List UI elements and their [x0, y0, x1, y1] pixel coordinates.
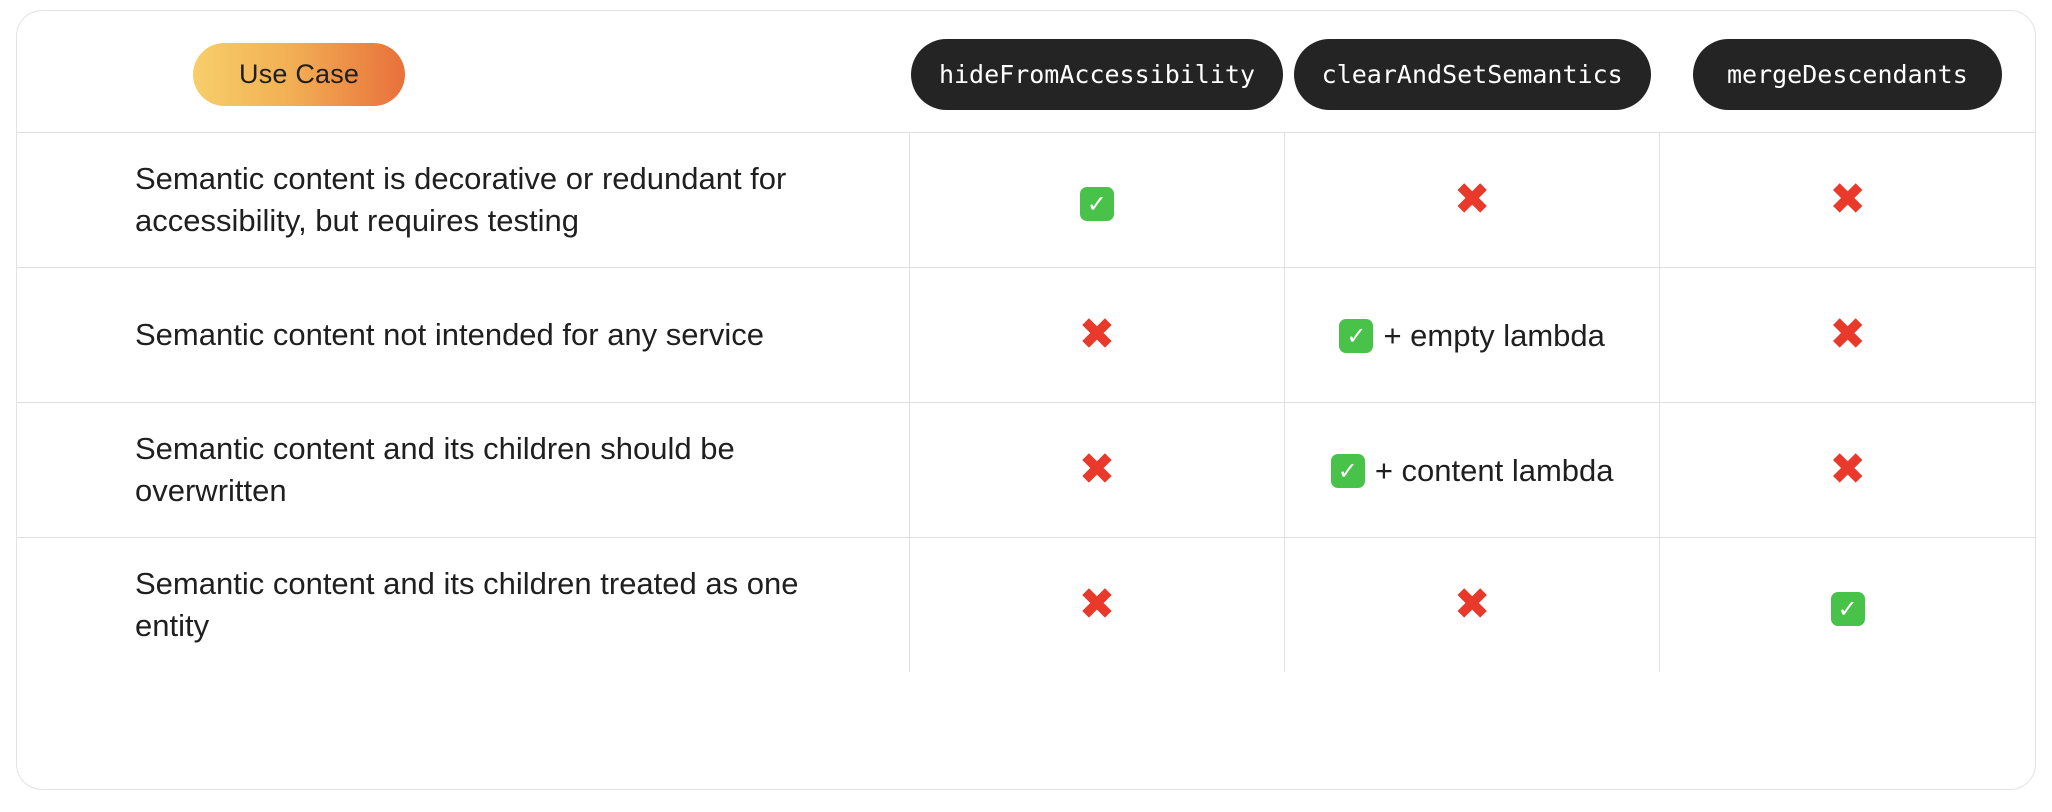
cell-hide-from-accessibility: [909, 133, 1284, 268]
cross-icon: ✖: [1453, 174, 1491, 226]
cell-clear-and-set-semantics: [1285, 268, 1660, 403]
cross-icon: ✖: [1453, 579, 1491, 631]
cross-icon: ✖: [1078, 579, 1116, 631]
code-pill-merge-descendants: mergeDescendants: [1693, 39, 2002, 110]
table-header: [17, 11, 2035, 133]
cross-icon: ✖: [1078, 309, 1116, 361]
cell-clear-and-set-semantics: [1285, 538, 1660, 673]
cross-icon: ✖: [1078, 444, 1116, 496]
cell-clear-and-set-semantics: [1285, 403, 1660, 538]
table-row: [17, 268, 2035, 403]
cell-merge-descendants: [1660, 538, 2035, 673]
comparison-card: [16, 10, 2036, 790]
cell-merge-descendants: [1660, 133, 2035, 268]
cell-hide-from-accessibility: [909, 538, 1284, 673]
check-icon: ✓: [1080, 187, 1114, 221]
check-icon: ✓: [1831, 592, 1865, 626]
check-with-note: [1339, 318, 1604, 354]
use-case-pill: Use Case: [193, 43, 405, 106]
row-label: Semantic content not intended for any service: [17, 268, 909, 403]
table-row: [17, 403, 2035, 538]
check-with-note: [1331, 453, 1614, 489]
code-pill-clear-and-set-semantics: clearAndSetSemantics: [1294, 39, 1651, 110]
row-label: Semantic content and its children should be overwritten: [17, 403, 909, 538]
cell-merge-descendants: [1660, 268, 2035, 403]
cell-note: + content lambda: [1374, 453, 1614, 489]
cell-hide-from-accessibility: [909, 403, 1284, 538]
check-icon: ✓: [1339, 319, 1373, 353]
header-clear-and-set-semantics: [1285, 11, 1660, 133]
cell-note: + empty lambda: [1383, 318, 1605, 354]
table-row: [17, 538, 2035, 673]
code-pill-hide-from-accessibility: hideFromAccessibility: [911, 39, 1283, 110]
header-use-case: [17, 11, 909, 133]
header-merge-descendants: [1660, 11, 2035, 133]
table-body: [17, 133, 2035, 673]
cross-icon: ✖: [1829, 444, 1867, 496]
cross-icon: ✖: [1829, 309, 1867, 361]
header-hide-from-accessibility: [909, 11, 1284, 133]
row-label: Semantic content is decorative or redundant for accessibility, but requires testing: [17, 133, 909, 268]
header-row: [17, 11, 2035, 133]
cell-hide-from-accessibility: [909, 268, 1284, 403]
cell-merge-descendants: [1660, 403, 2035, 538]
semantics-comparison-table: [17, 11, 2035, 672]
cell-clear-and-set-semantics: [1285, 133, 1660, 268]
cross-icon: ✖: [1829, 174, 1867, 226]
row-label: Semantic content and its children treated as one entity: [17, 538, 909, 673]
check-icon: ✓: [1331, 454, 1365, 488]
table-row: [17, 133, 2035, 268]
